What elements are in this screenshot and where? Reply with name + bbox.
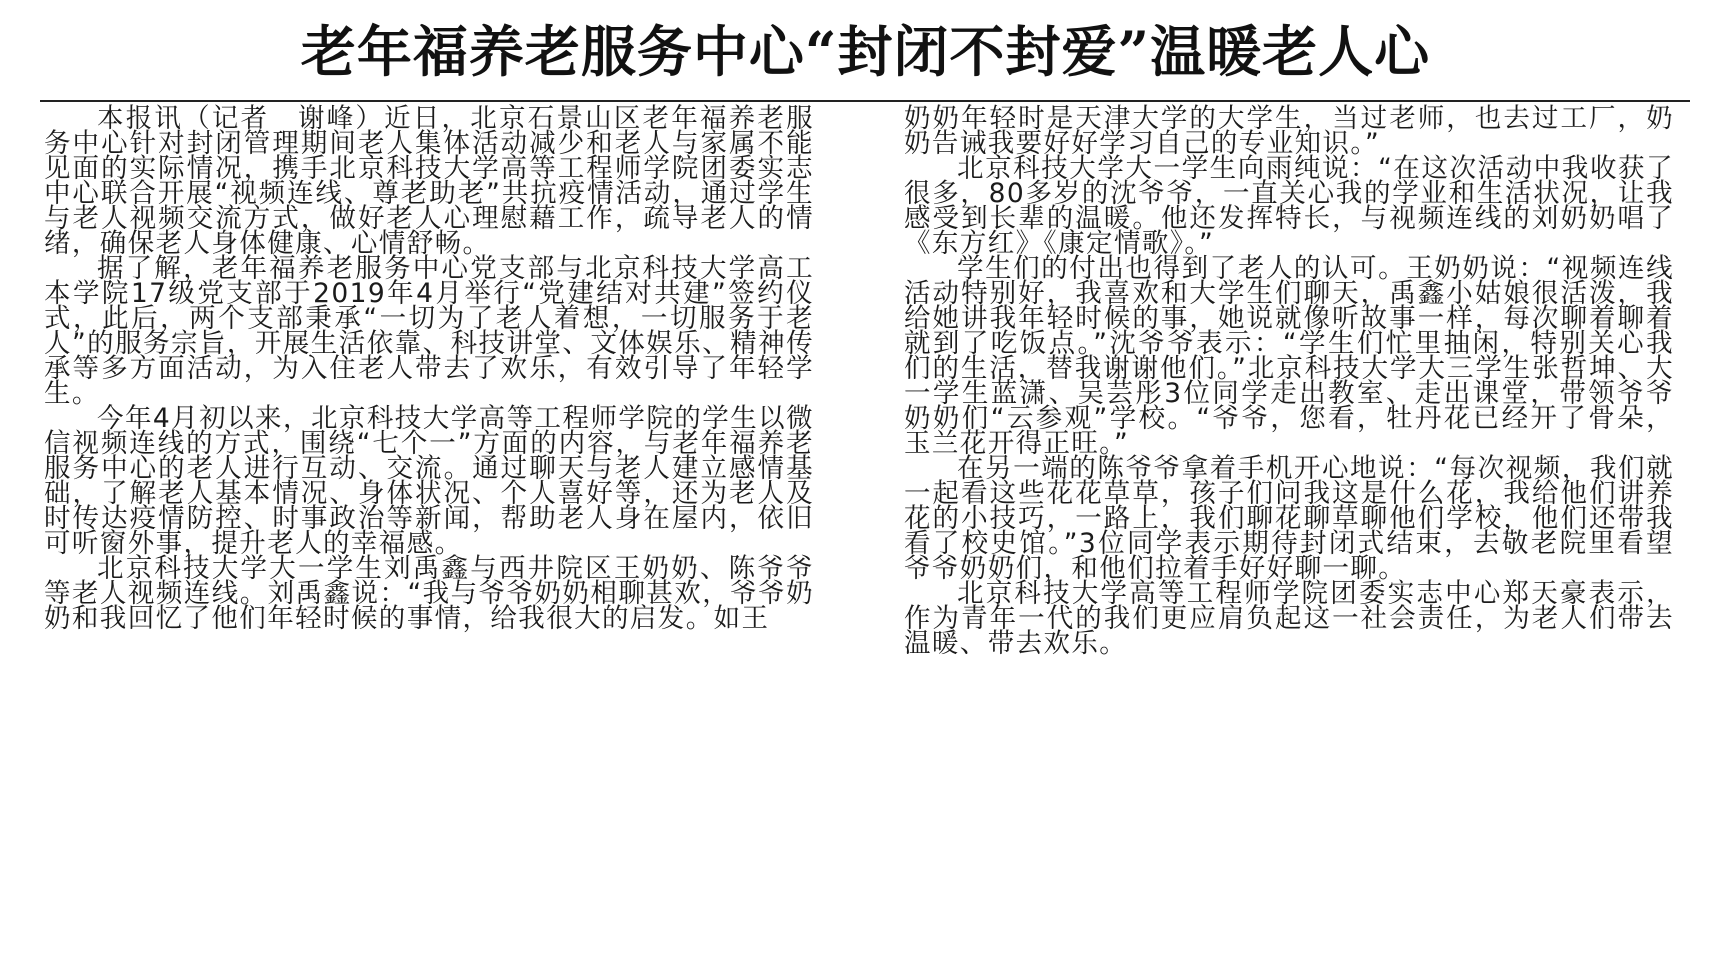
article-paragraph: 北京科技大学大一学生刘禹鑫与西井院区王奶奶、陈爷爷等老人视频连线。刘禹鑫说：“我与爷爷奶奶相聊甚欢，爷爷奶奶和我回忆了他们年轻时候的事情，给我很大的启发。如王 bbox=[44, 553, 814, 634]
article-headline: 老年福养老服务中心“封闭不封爱”温暖老人心 bbox=[300, 19, 1431, 84]
article-paragraph-continued: 奶奶年轻时是天津大学的大学生，当过老师，也去过工厂，奶奶告诫我要好好学习自己的专业知识。” bbox=[904, 103, 1674, 159]
article-paragraph: 北京科技大学高等工程师学院团委实志中心郑天豪表示，作为青年一代的我们更应肩负起这一社会责任，为老人们带去温暖、带去欢乐。 bbox=[904, 578, 1674, 659]
headline-divider bbox=[40, 100, 1690, 102]
article-column-left bbox=[44, 103, 814, 634]
article-paragraph: 今年4月初以来，北京科技大学高等工程师学院的学生以微信视频连线的方式，围绕“七个一”方面的内容，与老年福养老服务中心的老人进行互动、交流。通过聊天与老人建立感情基础，了解老人基本情况、身体状况、个人喜好等，还为老人及时传达疫情防控、时事政治等新闻，帮助老人身在屋内，依旧可听窗外事，提升老人的幸福感。 bbox=[44, 403, 814, 559]
article-paragraph: 据了解，老年福养老服务中心党支部与北京科技大学高工本学院17级党支部于2019年4月举行“党建结对共建”签约仪式，此后，两个支部秉承“一切为了老人着想，一切服务于老人”的服务宗旨，开展生活依靠、科技讲堂、文体娱乐、精神传承等多方面活动，为入住老人带去了欢乐，有效引导了年轻学生。 bbox=[44, 253, 814, 409]
article-paragraph: 学生们的付出也得到了老人的认可。王奶奶说：“视频连线活动特别好，我喜欢和大学生们聊天，禹鑫小姑娘很活泼，我给她讲我年轻时候的事，她说就像听故事一样，每次聊着聊着就到了吃饭点。”沈爷爷表示：“学生们忙里抽闲，特别关心我们的生活，替我谢谢他们。”北京科技大学大三学生张哲坤、大一学生蓝潇、吴芸彤3位同学走出教室、走出课堂，带领爷爷奶奶们“云参观”学校。“爷爷，您看，牡丹花已经开了骨朵，玉兰花开得正旺。” bbox=[904, 253, 1674, 459]
article-paragraph: 北京科技大学大一学生向雨纯说：“在这次活动中我收获了很多，80多岁的沈爷爷，一直关心我的学业和生活状况，让我感受到长辈的温暖。他还发挥特长，与视频连线的刘奶奶唱了《东方红》《康定情歌》。” bbox=[904, 153, 1674, 259]
article-paragraph: 本报讯（记者 谢峰）近日，北京石景山区老年福养老服务中心针对封闭管理期间老人集体活动减少和老人与家属不能见面的实际情况，携手北京科技大学高等工程师学院团委实志中心联合开展“视频连线、尊老助老”共抗疫情活动，通过学生与老人视频交流方式，做好老人心理慰藉工作，疏导老人的情绪，确保老人身体健康、心情舒畅。 bbox=[44, 103, 814, 259]
article-paragraph: 在另一端的陈爷爷拿着手机开心地说：“每次视频，我们就一起看这些花花草草，孩子们问我这是什么花，我给他们讲养花的小技巧，一路上，我们聊花聊草聊他们学校，他们还带我看了校史馆。”3位同学表示期待封闭式结束，去敬老院里看望爷爷奶奶们，和他们拉着手好好聊一聊。 bbox=[904, 453, 1674, 584]
article-column-right bbox=[904, 103, 1674, 659]
